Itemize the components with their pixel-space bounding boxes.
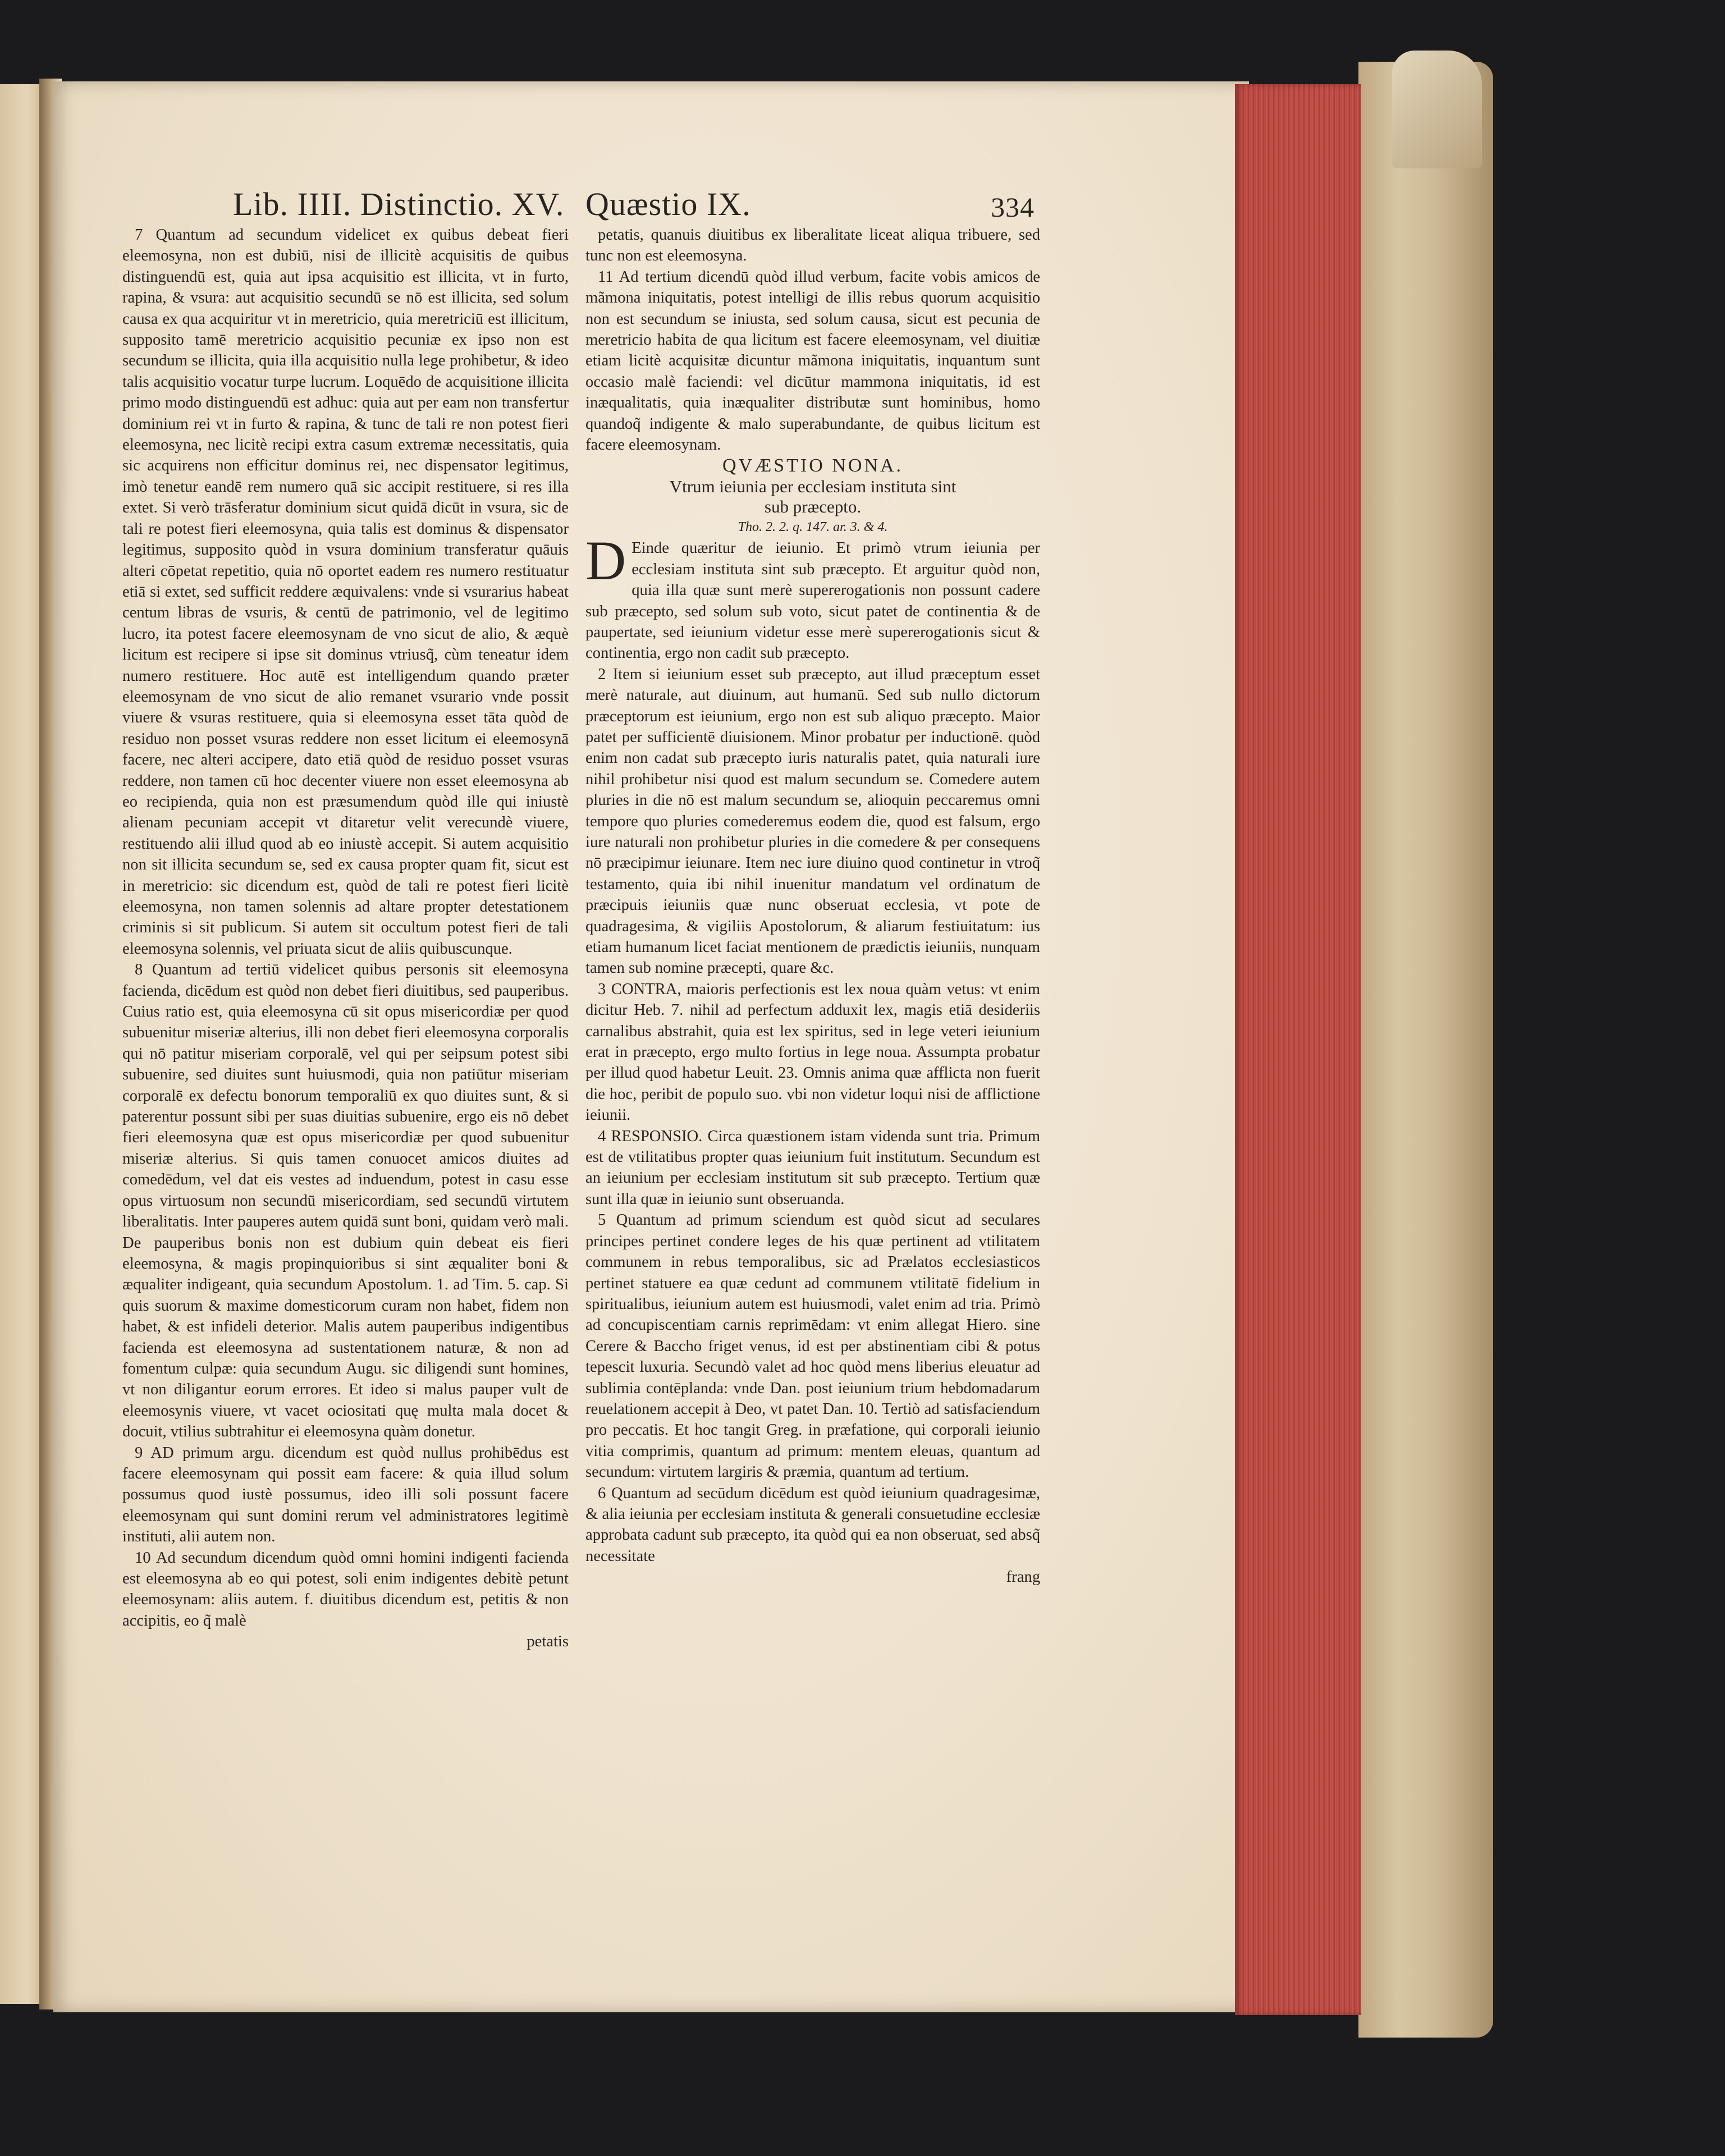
drop-cap-letter: D: [585, 529, 626, 592]
paragraph-2: 2 Item si ieiunium esset sub præcepto, aut illud præceptum esset merè naturale, aut diuinum, aut humanū. Sed sub nullo dictorum præceptorum est ieiunium, ergo non est sub aliquo præcepto. Maior patet per sufficientē diuisionem. Minor probatur per inductionē. quòd enim non cadat sub præcepto iuris naturalis patet, quia naturali iure nihil prohibetur nisi quod est malum secundum se. Comedere autem pluries in die nō est malum secundum se, alioquin peccaremus omni tempore quo pluries comederemus eodem die, quod est falsum, ergo iure naturali non prohibetur pluries in die comedere & per consequens nō præcipimur ieiunare. Item nec iure diuino quod continetur in vtroq̃ testamento, quia ibi nihil inuenitur mandatum vel ordinatum de præcipuis ieiuniis quæ nunc obseruat ecclesia, vt pote de quadragesima, & vigiliis Apostolorum, & aliarum festiuitatum: ius etiam humanum licet faciat mentionem de prædictis ieiuniis, nunquam tamen sub nomine præcepti, quare &c.: [585, 665, 1040, 977]
paragraph-11: 11 Ad tertium dicendū quòd illud verbum, facite vobis amicos de mãmona iniquitatis, potest intelligi de illis rebus quorum acquisitio non est secundum se iniusta, sed solum causa, sicut est pecunia de meretricio habita de qua licitum est facere eleemosynam, vel diuitiæ etiam licitè acquisitæ dicuntur mãmona iniquitatis, inquantum sunt occasio malè faciendi: vel dicūtur mammona iniquitatis, id est inæqualitatis, quia inæqualiter distributæ sunt hominibus, homo quandoq̃ indigente & malo superabundante, de quibus licitum est facere eleemosynam.: [585, 268, 1040, 454]
paragraph-9: 9 AD primum argu. dicendum est quòd nullus prohibēdus est facere eleemosynam qui possit eam facere: & quia illud solum possumus quod iustè possumus, ideo illi soli possunt facere eleemosynam qui sunt domini rerum vel administratores legitimè instituti, alii autem non.: [122, 1444, 569, 1546]
paragraph-3: 3 CONTRA, maioris perfectionis est lex noua quàm vetus: vt enim dicitur Heb. 7. nihil ad perfectum adduxit lex, magis etiā desideriis carnalibus abstrahit, quia est lex spiritus, sed in lege veteri ieiunium erat in præcepto, ergo multo fortius in lege noua. Assumpta probatur per illud quod habetur Leuit. 23. Omnis anima quæ afflicta non fuerit die hoc, peribit de populo suo. vbi non videtur loqui nisi de afflictione ieiunii.: [585, 980, 1040, 1124]
left-text-column: [122, 225, 569, 1653]
paragraph-continuation: petatis, quanuis diuitibus ex liberalitate liceat aliqua tribuere, sed tunc non est eleemosyna.: [585, 226, 1040, 265]
paragraph-10: 10 Ad secundum dicendum quòd omni homini indigenti facienda est eleemosyna ab eo qui potest, soli enim indigentes debitè petunt eleemosynam: aliis autem. f. diuitibus dicendum est, petitis & non accipitis, eo q̃ malè: [122, 1549, 569, 1629]
vellum-cover-fold: [1392, 51, 1482, 168]
catchword-right: frang: [1006, 1568, 1040, 1586]
paragraph-7: 7 Quantum ad secundum videlicet ex quibus debeat fieri eleemosyna, non est dubiū, nisi de illicitè acquisitis de quibus distinguendū est, quia aut ipsa acquisitio est illicita, vt in furto, rapina, & vsura: aut acquisitio secundū se nō est illicita, sed solum causa ex qua acquiritur vt in meretricio, quia meretriciū est illicitum, supposito tamē meretricio acquisitio pecuniæ ex ipso non est secundum se illicita, quia illa acquisitio nulla lege prohibetur, & ideo talis acquisitio vocatur turpe lucrum. Loquēdo de acquisitione illicita primo modo distinguendū est adhuc: quia aut per eam non transfertur dominium rei vt in furto & rapina, & tunc de tali re non potest fieri eleemosyna, nec licitè recipi extra casum extremæ necessitatis, quia sic acquirens non efficitur dominus rei, nec dispensator legitimus, imò tenetur eandē rem numero quā sic accipit restituere, si res illa extet. Si verò trāsferatur dominium sicut quidā dicūt in vsura, sic de tali re potest fieri eleemosyna, quia talis est dominus & dispensator legitimus, supposito quòd in vsura dominium transferatur quāuis alteri cōpetat repetitio, quia nō oportet eadem res numero restituatur etiā si extet, sed sufficit reddere æquivalens: vnde si vsurarius habeat centum libras de vsuris, & centū de patrimonio, vel de legitimo lucro, ita potest facere eleemosynam de vno sicut de alio, & æquè licitum est recipere si ipse sit dominus vtriusq̃, cùm teneatur idem numero restituere. Hoc autē est intelligendum quando præter eleemosynam de vno sicut de alio remanet vsurario vnde possit viuere & vsuras restituere, quia si eleemosyna esset tāta quòd de residuo non posset vsuras reddere non esset licitum ei eleemosynā facere, nec alteri accipere, dato etiā quòd de residuo posset vsuras reddere, non tamen cū hoc decenter viuere non esset eleemosyna ab eo recipienda, quia non est præsumendum quòd ille qui iniustè alienam pecuniam accepit vt ditaretur velit verecundè viuere, restituendo alii illud quod ab eo iniustè accepit. Si autem acquisitio non sit illicita secundum se, sed ex causa propter quam fit, sicut est in meretricio: sic dicendum est, quòd de tali re potest fieri licitè eleemosyna, non tamen solennis ad altare propter detestationem criminis si sit publicum. Si autem sit occultum potest fieri de tali eleemosyna solennis, vel priuata sicut de aliis quibuscunque.: [122, 226, 569, 958]
question-opening-paragraph: [585, 529, 1040, 663]
page-number: 334: [991, 191, 1035, 223]
catchword-left: petatis: [527, 1633, 569, 1651]
question-title-line2: sub præcepto.: [764, 496, 862, 516]
running-head-question: Quæstio IX.: [585, 186, 751, 222]
question-reference: Tho. 2. 2. q. 147. ar. 3. & 4.: [738, 519, 888, 534]
paragraph-4: 4 RESPONSIO. Circa quæstionem istam videnda sunt tria. Primum est de vtilitatibus propter quas ieiunium fuit institutum. Secundum est an ieiunium per ecclesiam institutum sit sub præcepto. Tertium quæ sunt illa quæ in ieiunio sunt obseruanda.: [585, 1127, 1040, 1208]
right-text-column: [585, 225, 1040, 1588]
opening-text: Einde quæritur de ieiunio. Et primò vtrum ieiunia per ecclesiam instituta sint sub præcepto. Et arguitur quòd non, quia illa quæ sunt merè supererogationis non possunt cadere sub præcepto, sed solum sub voto, sicut patet de continentia & de paupertate, sed ieiunium videtur esse merè supererogationis sicut & continentia, ergo non cadit sub præcepto.: [585, 539, 1040, 662]
paragraph-8: 8 Quantum ad tertiū videlicet quibus personis sit eleemosyna facienda, dicēdum est quòd non debet fieri diuitibus, sed pauperibus. Cuius ratio est, quia eleemosyna cū sit opus misericordiæ per quod subuenitur miseriæ alterius, illi non debet fieri eleemosyna corporalis qui nō patitur miseriam corporalē, vel qui per seipsum potest sibi subuenire, sed diuites sunt huiusmodi, quia non patiūtur miseriam corporalē ex defectu bonorum temporaliū ex quo diuites sunt, & si paterentur possunt sibi per suas diuitias subuenire, ergo eis nō debet fieri eleemosyna quæ est opus misericordiæ per quod subuenitur miseriæ alterius. Si quis tamen conuocet amicos diuites ad comedēdum, vel dat eis vestes ad induendum, potest in casu esse opus virtuosum non secundū misericordiam, sed secundū virtutem liberalitatis. Inter pauperes autem quidā sunt boni, quidam verò mali. De pauperibus bonis non est dubium quin debeat eis fieri eleemosyna, & magis propinquioribus si sint æqualiter boni & æqualiter indigeant, quia secundum Apostolum. 1. ad Tim. 5. cap. Si quis suorum & maxime domesticorum curam non habet, fidem non habet, & est infideli deterior. Malis autem pauperibus indigentibus facienda est eleemosyna ad sustentationem naturæ, & non ad fomentum culpæ: quia secundum Augu. sic diligendi sunt homines, vt non diligantur eorum errores. Et ideo si malus pauper vult de eleemosynis viuere, vt vacet ociositati quę multa mala docet & docuit, vtilius subtrahitur ei eleemosyna quàm donetur.: [122, 961, 569, 1441]
question-title-line1: Vtrum ieiunia per ecclesiam instituta sint: [669, 476, 957, 496]
red-fore-edge: [1235, 84, 1361, 2015]
paragraph-6: 6 Quantum ad secūdum dicēdum est quòd ieiunium quadragesimæ, & alia ieiunia per ecclesiam instituta & generali consuetudine ecclesiæ approbata cadunt sub præcepto, ita quòd qui ea non obseruat, sed absq̃ necessitate: [585, 1484, 1040, 1565]
question-heading: QVÆSTIO NONA.: [722, 455, 904, 477]
previous-page-edge: [0, 84, 45, 2004]
paragraph-5: 5 Quantum ad primum sciendum est quòd sicut ad seculares principes pertinet condere leges de his quæ pertinent ad vtilitatem communem in rebus temporalibus, sic ad Prælatos ecclesiasticos pertinet statuere ea quæ cedunt ad communem vtilitatē fidelium in spiritualibus, ieiunium autem est huiusmodi, valet enim ad tria. Primò ad concupiscentiam carnis reprimēdam: vt enim allegat Hiero. sine Cerere & Baccho friget venus, id est per abstinentiam cibi & potus tepescit luxuria. Secundò valet ad hoc quòd mens liberius eleuatur ad sublimia contēplanda: vnde Dan. post ieiunium trium hebdomadarum reuelationem accepit à Deo, vt patet Dan. 10. Tertiò ad satisfaciendum pro peccatis. Et hoc tangit Greg. in præfatione, qui corporali ieiunio vitia comprimis, quantum ad primum: mentem eleuas, quantum ad secundum: virtutem largiris & præmia, quantum ad tertium.: [585, 1211, 1040, 1481]
vellum-cover: [1358, 62, 1493, 2038]
running-head-left: Lib. IIII. Distinctio. XV.: [233, 186, 565, 222]
